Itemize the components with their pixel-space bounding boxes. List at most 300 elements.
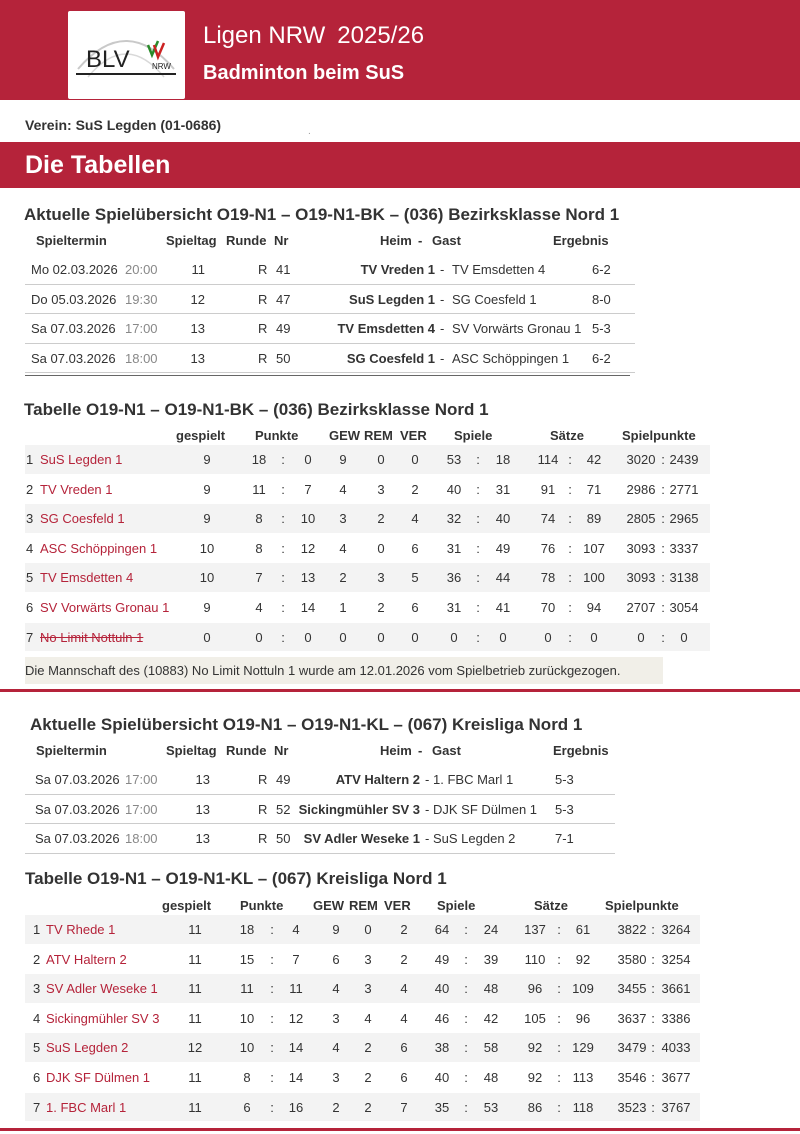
col-header-sep: - xyxy=(418,743,423,758)
matches-against: 58 xyxy=(483,1040,499,1056)
draws: 3 xyxy=(364,951,372,967)
rally-points-for: 3523 xyxy=(617,1099,647,1115)
rank: 6 xyxy=(33,1070,41,1085)
rally-points-against: 2771 xyxy=(669,481,699,497)
col-header-spieltermin: Spieltermin xyxy=(36,233,107,248)
col-header-gespielt: gespielt xyxy=(162,898,212,913)
col-header-gew: GEW xyxy=(329,428,361,443)
match-home[interactable]: ATV Haltern 2 xyxy=(335,772,420,787)
matches-for: 36 xyxy=(446,570,462,586)
col-header-gespielt: gespielt xyxy=(176,428,226,443)
games-played: 9 xyxy=(203,452,211,467)
team-link[interactable]: DJK SF Dülmen 1 xyxy=(46,1070,151,1085)
col-header-gast: Gast xyxy=(432,743,461,758)
points-for: 11 xyxy=(240,981,254,997)
col-header-ergebnis: Ergebnis xyxy=(553,233,609,248)
team-link[interactable]: Sickingmühler SV 3 xyxy=(46,1010,160,1026)
match-away[interactable]: DJK SF Dülmen 1 xyxy=(433,801,538,817)
match-home[interactable]: SV Adler Weseke 1 xyxy=(303,831,420,846)
rally-points-for: 3020 xyxy=(626,452,656,467)
points-against: 16 xyxy=(288,1099,304,1115)
sets-sep: : xyxy=(568,540,572,556)
matches-sep: : xyxy=(476,481,480,497)
matches-against: 48 xyxy=(483,981,499,997)
points-for: 8 xyxy=(255,511,263,527)
matches-for: 35 xyxy=(434,1099,450,1115)
rally-points-sep: : xyxy=(651,1099,655,1115)
match-runde: R xyxy=(258,291,268,307)
rally-points-against: 3138 xyxy=(669,570,699,586)
team-link[interactable]: TV Vreden 1 xyxy=(40,481,113,497)
bk-schedule-title: Aktuelle Spielübersicht O19-N1 – O19-N1-BK – (036) Bezirksklasse Nord 1 xyxy=(24,205,620,224)
matches-sep: : xyxy=(464,981,468,997)
club-label: Verein: SuS Legden (01-0686) xyxy=(25,117,222,133)
points-against: 14 xyxy=(300,600,316,615)
points-sep: : xyxy=(281,481,285,497)
wins: 6 xyxy=(332,951,340,967)
matches-against: 42 xyxy=(483,1010,499,1026)
match-home[interactable]: TV Emsdetten 4 xyxy=(337,321,435,336)
col-header-sep: - xyxy=(418,233,423,248)
sets-sep: : xyxy=(568,629,572,645)
rally-points-for: 3093 xyxy=(626,570,656,586)
match-nr: 50 xyxy=(276,350,291,366)
match-away[interactable]: ASC Schöppingen 1 xyxy=(452,350,570,366)
sets-against: 100 xyxy=(583,570,605,586)
matches-for: 31 xyxy=(446,600,462,615)
match-away[interactable]: TV Emsdetten 4 xyxy=(452,262,546,277)
col-header-nr: Nr xyxy=(274,233,289,248)
standings-row xyxy=(25,1033,700,1062)
standings-row xyxy=(25,475,710,504)
points-for: 7 xyxy=(255,570,263,586)
svg-text:BLV: BLV xyxy=(86,46,130,73)
matches-against: 48 xyxy=(483,1070,499,1085)
points-sep: : xyxy=(270,1040,274,1056)
rally-points-against: 3767 xyxy=(661,1099,691,1115)
matches-sep: : xyxy=(476,511,480,527)
losses: 0 xyxy=(411,629,419,645)
standings-row xyxy=(25,445,710,474)
rank: 3 xyxy=(26,511,34,527)
rally-points-against: 0 xyxy=(680,629,688,645)
match-spieltag: 13 xyxy=(195,772,210,787)
matches-against: 44 xyxy=(495,570,511,586)
losses: 2 xyxy=(400,951,408,967)
match-runde: R xyxy=(258,801,268,817)
standings-row xyxy=(25,623,710,652)
matches-for: 40 xyxy=(434,981,450,997)
games-played: 9 xyxy=(203,511,211,527)
match-away[interactable]: 1. FBC Marl 1 xyxy=(433,772,514,787)
points-against: 14 xyxy=(288,1040,304,1056)
col-header-saetze: Sätze xyxy=(534,898,568,913)
match-date: Do 05.03.2026 xyxy=(31,291,117,307)
kl-schedule-title: Aktuelle Spielübersicht O19-N1 – O19-N1-KL – (067) Kreisliga Nord 1 xyxy=(30,715,583,734)
match-away[interactable]: SG Coesfeld 1 xyxy=(452,291,537,307)
col-header-spielpunkte: Spielpunkte xyxy=(622,428,696,443)
match-spieltag: 13 xyxy=(195,801,210,817)
matches-sep: : xyxy=(476,600,480,615)
matches-for: 49 xyxy=(434,951,450,967)
games-played: 10 xyxy=(199,570,215,586)
match-date: Mo 02.03.2026 xyxy=(31,262,118,277)
match-result: 5-3 xyxy=(555,801,574,817)
games-played: 11 xyxy=(188,1099,202,1115)
sets-sep: : xyxy=(568,600,572,615)
separator-dot: . xyxy=(308,126,311,137)
matches-for: 40 xyxy=(434,1070,450,1085)
rank: 4 xyxy=(33,1010,41,1026)
points-sep: : xyxy=(281,600,285,615)
rally-points-sep: : xyxy=(661,600,665,615)
sets-sep: : xyxy=(557,1040,561,1056)
wins: 1 xyxy=(339,600,347,615)
match-home[interactable]: SG Coesfeld 1 xyxy=(346,350,435,366)
sets-for: 91 xyxy=(540,481,556,497)
match-row xyxy=(25,255,635,285)
games-played: 9 xyxy=(203,481,211,497)
rank: 5 xyxy=(33,1040,41,1056)
team-link[interactable]: TV Rhede 1 xyxy=(46,922,116,937)
matches-for: 46 xyxy=(434,1010,450,1026)
matches-sep: : xyxy=(476,570,480,586)
rally-points-against: 3386 xyxy=(661,1010,691,1026)
matches-for: 0 xyxy=(450,629,458,645)
match-spieltag: 12 xyxy=(190,291,205,307)
match-nr: 41 xyxy=(276,262,291,277)
wins: 4 xyxy=(332,1040,340,1056)
losses: 7 xyxy=(400,1099,408,1115)
sets-against: 92 xyxy=(575,951,591,967)
points-for: 10 xyxy=(239,1040,255,1056)
matches-for: 53 xyxy=(446,452,462,467)
sets-against: 89 xyxy=(586,511,602,527)
rally-points-for: 3637 xyxy=(617,1010,647,1026)
sets-sep: : xyxy=(568,511,572,527)
match-row xyxy=(25,795,615,825)
sets-for: 110 xyxy=(524,951,546,967)
header-year: 2025/26 xyxy=(337,22,425,49)
draws: 4 xyxy=(364,1010,372,1026)
points-against: 12 xyxy=(288,1010,304,1026)
sets-sep: : xyxy=(557,922,561,937)
games-played: 0 xyxy=(203,629,211,645)
matches-sep: : xyxy=(476,629,480,645)
blv-logo[interactable] xyxy=(68,11,185,99)
match-away[interactable]: SV Vorwärts Gronau 1 xyxy=(452,321,582,336)
col-header-heim: Heim xyxy=(380,233,412,248)
rally-points-sep: : xyxy=(661,511,665,527)
points-sep: : xyxy=(270,922,274,937)
col-header-gast: Gast xyxy=(432,233,461,248)
rally-points-for: 3546 xyxy=(617,1070,647,1085)
points-for: 8 xyxy=(255,540,263,556)
match-result: 6-2 xyxy=(592,262,611,277)
match-nr: 50 xyxy=(276,831,291,846)
points-against: 11 xyxy=(289,981,303,997)
sets-for: 114 xyxy=(537,452,559,467)
rank: 1 xyxy=(33,922,41,937)
header-subtitle: Badminton beim SuS xyxy=(203,62,405,84)
rally-points-for: 2986 xyxy=(626,481,656,497)
matches-for: 38 xyxy=(434,1040,450,1056)
losses: 5 xyxy=(411,570,419,586)
matches-for: 32 xyxy=(446,511,462,527)
standings-row xyxy=(25,945,700,974)
losses: 4 xyxy=(411,511,419,527)
standings-row xyxy=(25,1004,700,1033)
games-played: 11 xyxy=(188,981,202,997)
team-link[interactable]: ASC Schöppingen 1 xyxy=(40,540,158,556)
col-header-punkte: Punkte xyxy=(240,898,284,913)
points-for: 6 xyxy=(243,1099,251,1115)
standings-row xyxy=(25,915,700,944)
rally-points-against: 2965 xyxy=(669,511,699,527)
standings-row xyxy=(25,1063,700,1092)
rally-points-against: 3661 xyxy=(661,981,691,997)
sets-for: 86 xyxy=(527,1099,543,1115)
matches-against: 31 xyxy=(495,481,511,497)
rally-points-sep: : xyxy=(661,570,665,586)
wins: 0 xyxy=(339,629,347,645)
points-for: 10 xyxy=(239,1010,255,1026)
sets-for: 92 xyxy=(527,1070,543,1085)
points-sep: : xyxy=(270,1070,274,1085)
team-link[interactable]: SV Vorwärts Gronau 1 xyxy=(40,600,170,615)
matches-sep: : xyxy=(464,1099,468,1115)
draws: 0 xyxy=(377,540,385,556)
team-link[interactable]: SuS Legden 1 xyxy=(40,452,123,467)
games-played: 9 xyxy=(203,600,211,615)
match-home[interactable]: Sickingmühler SV 3 xyxy=(298,801,420,817)
rally-points-against: 2439 xyxy=(669,452,699,467)
sets-sep: : xyxy=(557,951,561,967)
matches-sep: : xyxy=(464,922,468,937)
match-date: Sa 07.03.2026 xyxy=(35,801,120,817)
points-against: 12 xyxy=(300,540,316,556)
rally-points-sep: : xyxy=(651,1010,655,1026)
draws: 2 xyxy=(377,511,385,527)
points-for: 0 xyxy=(255,629,263,645)
games-played: 10 xyxy=(199,540,215,556)
sets-sep: : xyxy=(557,1099,561,1115)
rally-points-sep: : xyxy=(661,452,665,467)
sets-sep: : xyxy=(568,452,572,467)
match-time: 18:00 xyxy=(125,350,158,366)
games-played: 11 xyxy=(188,951,202,967)
draws: 3 xyxy=(377,570,385,586)
match-home[interactable]: SuS Legden 1 xyxy=(349,291,435,307)
points-for: 18 xyxy=(239,922,255,937)
match-date: Sa 07.03.2026 xyxy=(35,772,120,787)
matches-sep: : xyxy=(464,1070,468,1085)
rally-points-for: 3479 xyxy=(617,1040,647,1056)
col-header-heim: Heim xyxy=(380,743,412,758)
points-against: 0 xyxy=(304,452,312,467)
match-runde: R xyxy=(258,321,268,336)
col-header-rem: REM xyxy=(364,428,393,443)
rally-points-against: 3337 xyxy=(669,540,699,556)
col-header-saetze: Sätze xyxy=(550,428,584,443)
sets-against: 109 xyxy=(572,981,594,997)
match-nr: 49 xyxy=(276,772,291,787)
points-sep: : xyxy=(281,570,285,586)
losses: 4 xyxy=(400,1010,408,1026)
standings-row xyxy=(25,534,710,563)
sets-against: 0 xyxy=(590,629,598,645)
rally-points-for: 2805 xyxy=(626,511,656,527)
match-time: 17:00 xyxy=(125,772,158,787)
losses: 2 xyxy=(400,922,408,937)
matches-against: 41 xyxy=(495,600,511,615)
match-spieltag: 11 xyxy=(191,262,205,277)
match-dash: - xyxy=(425,772,430,787)
wins: 9 xyxy=(332,922,340,937)
section-band xyxy=(0,142,800,188)
standings-row xyxy=(25,504,710,533)
match-result: 7-1 xyxy=(555,831,574,846)
sets-against: 61 xyxy=(575,922,591,937)
match-runde: R xyxy=(258,831,268,846)
col-header-spieltag: Spieltag xyxy=(166,743,217,758)
match-time: 20:00 xyxy=(125,262,158,277)
points-sep: : xyxy=(281,629,285,645)
withdrawal-note xyxy=(25,657,663,684)
col-header-spiele: Spiele xyxy=(454,428,493,443)
match-time: 17:00 xyxy=(125,321,158,336)
matches-against: 39 xyxy=(483,951,499,967)
rank: 2 xyxy=(33,951,41,967)
kl-table-title: Tabelle O19-N1 – O19-N1-KL – (067) Kreisliga Nord 1 xyxy=(25,869,447,888)
sets-against: 42 xyxy=(586,452,602,467)
svg-text:NRW: NRW xyxy=(152,62,171,71)
losses: 0 xyxy=(411,452,419,467)
match-runde: R xyxy=(258,772,268,787)
rally-points-against: 3264 xyxy=(661,922,691,937)
games-played: 12 xyxy=(187,1040,203,1056)
standings-row xyxy=(25,593,710,622)
points-against: 7 xyxy=(304,481,312,497)
losses: 6 xyxy=(411,540,419,556)
matches-for: 64 xyxy=(434,922,450,937)
wins: 4 xyxy=(339,540,347,556)
sets-for: 96 xyxy=(527,981,543,997)
sets-for: 92 xyxy=(527,1040,543,1056)
rally-points-for: 3455 xyxy=(617,981,647,997)
team-link[interactable]: No Limit Nottuln 1 xyxy=(40,629,144,645)
match-result: 5-3 xyxy=(555,772,574,787)
match-dash: - xyxy=(440,291,445,307)
matches-sep: : xyxy=(476,540,480,556)
match-row xyxy=(25,824,615,854)
team-link[interactable]: SG Coesfeld 1 xyxy=(40,511,125,527)
rally-points-sep: : xyxy=(661,540,665,556)
games-played: 11 xyxy=(188,1010,202,1026)
match-spieltag: 13 xyxy=(190,321,205,336)
col-header-runde: Runde xyxy=(226,233,267,248)
rally-points-for: 0 xyxy=(637,629,645,645)
losses: 6 xyxy=(411,600,419,615)
sets-for: 70 xyxy=(540,600,556,615)
rally-points-against: 4033 xyxy=(661,1040,691,1056)
points-against: 7 xyxy=(292,951,300,967)
wins: 4 xyxy=(339,481,347,497)
rally-points-for: 3822 xyxy=(617,922,647,937)
team-link[interactable]: SV Adler Weseke 1 xyxy=(46,981,158,997)
points-sep: : xyxy=(281,511,285,527)
col-header-ver: VER xyxy=(400,428,427,443)
rank: 4 xyxy=(26,540,34,556)
match-spieltag: 13 xyxy=(195,831,210,846)
team-link[interactable]: TV Emsdetten 4 xyxy=(40,570,134,586)
draws: 3 xyxy=(377,481,385,497)
matches-against: 0 xyxy=(499,629,507,645)
team-link[interactable]: ATV Haltern 2 xyxy=(46,951,127,967)
rank: 6 xyxy=(26,600,34,615)
wins: 9 xyxy=(339,452,347,467)
section-title: Die Tabellen xyxy=(25,151,171,179)
sets-against: 96 xyxy=(575,1010,591,1026)
col-header-spielpunkte: Spielpunkte xyxy=(605,898,679,913)
points-sep: : xyxy=(270,1099,274,1115)
points-for: 15 xyxy=(239,951,255,967)
rally-points-sep: : xyxy=(651,922,655,937)
match-away[interactable]: SuS Legden 2 xyxy=(433,831,516,846)
withdrawal-note-text: Die Mannschaft des (10883) No Limit Nottuln 1 wurde am 12.01.2026 vom Spielbetrieb zurückgezogen. xyxy=(25,663,621,678)
match-row xyxy=(25,765,615,795)
col-header-runde: Runde xyxy=(226,743,267,758)
match-dash: - xyxy=(440,321,445,336)
match-time: 17:00 xyxy=(125,801,158,817)
rank: 5 xyxy=(26,570,34,586)
draws: 0 xyxy=(364,922,372,937)
header-title-left: Ligen NRW xyxy=(203,22,326,49)
match-home[interactable]: TV Vreden 1 xyxy=(360,262,435,277)
wins: 3 xyxy=(332,1010,340,1026)
draws: 2 xyxy=(364,1040,372,1056)
rally-points-sep: : xyxy=(651,981,655,997)
match-dash: - xyxy=(425,801,430,817)
match-time: 18:00 xyxy=(125,831,158,846)
points-sep: : xyxy=(281,540,285,556)
rally-points-against: 3254 xyxy=(661,951,691,967)
points-for: 11 xyxy=(252,481,266,497)
match-nr: 47 xyxy=(276,291,291,307)
bottom-divider xyxy=(0,1128,800,1131)
rally-points-for: 3580 xyxy=(617,951,647,967)
matches-against: 40 xyxy=(495,511,511,527)
match-row xyxy=(25,344,635,374)
rally-points-for: 2707 xyxy=(626,600,656,615)
matches-against: 53 xyxy=(483,1099,499,1115)
games-played: 11 xyxy=(188,922,202,937)
sets-for: 105 xyxy=(524,1010,546,1026)
sets-against: 113 xyxy=(572,1070,594,1085)
rank: 7 xyxy=(26,629,34,645)
draws: 2 xyxy=(364,1099,372,1115)
team-link[interactable]: 1. FBC Marl 1 xyxy=(46,1099,127,1115)
standings-row xyxy=(25,563,710,592)
points-against: 14 xyxy=(288,1070,304,1085)
matches-against: 18 xyxy=(495,452,511,467)
sets-sep: : xyxy=(568,570,572,586)
team-link[interactable]: SuS Legden 2 xyxy=(46,1040,129,1056)
match-runde: R xyxy=(258,262,268,277)
wins: 3 xyxy=(339,511,347,527)
match-dash: - xyxy=(425,831,430,846)
match-dash: - xyxy=(440,350,445,366)
